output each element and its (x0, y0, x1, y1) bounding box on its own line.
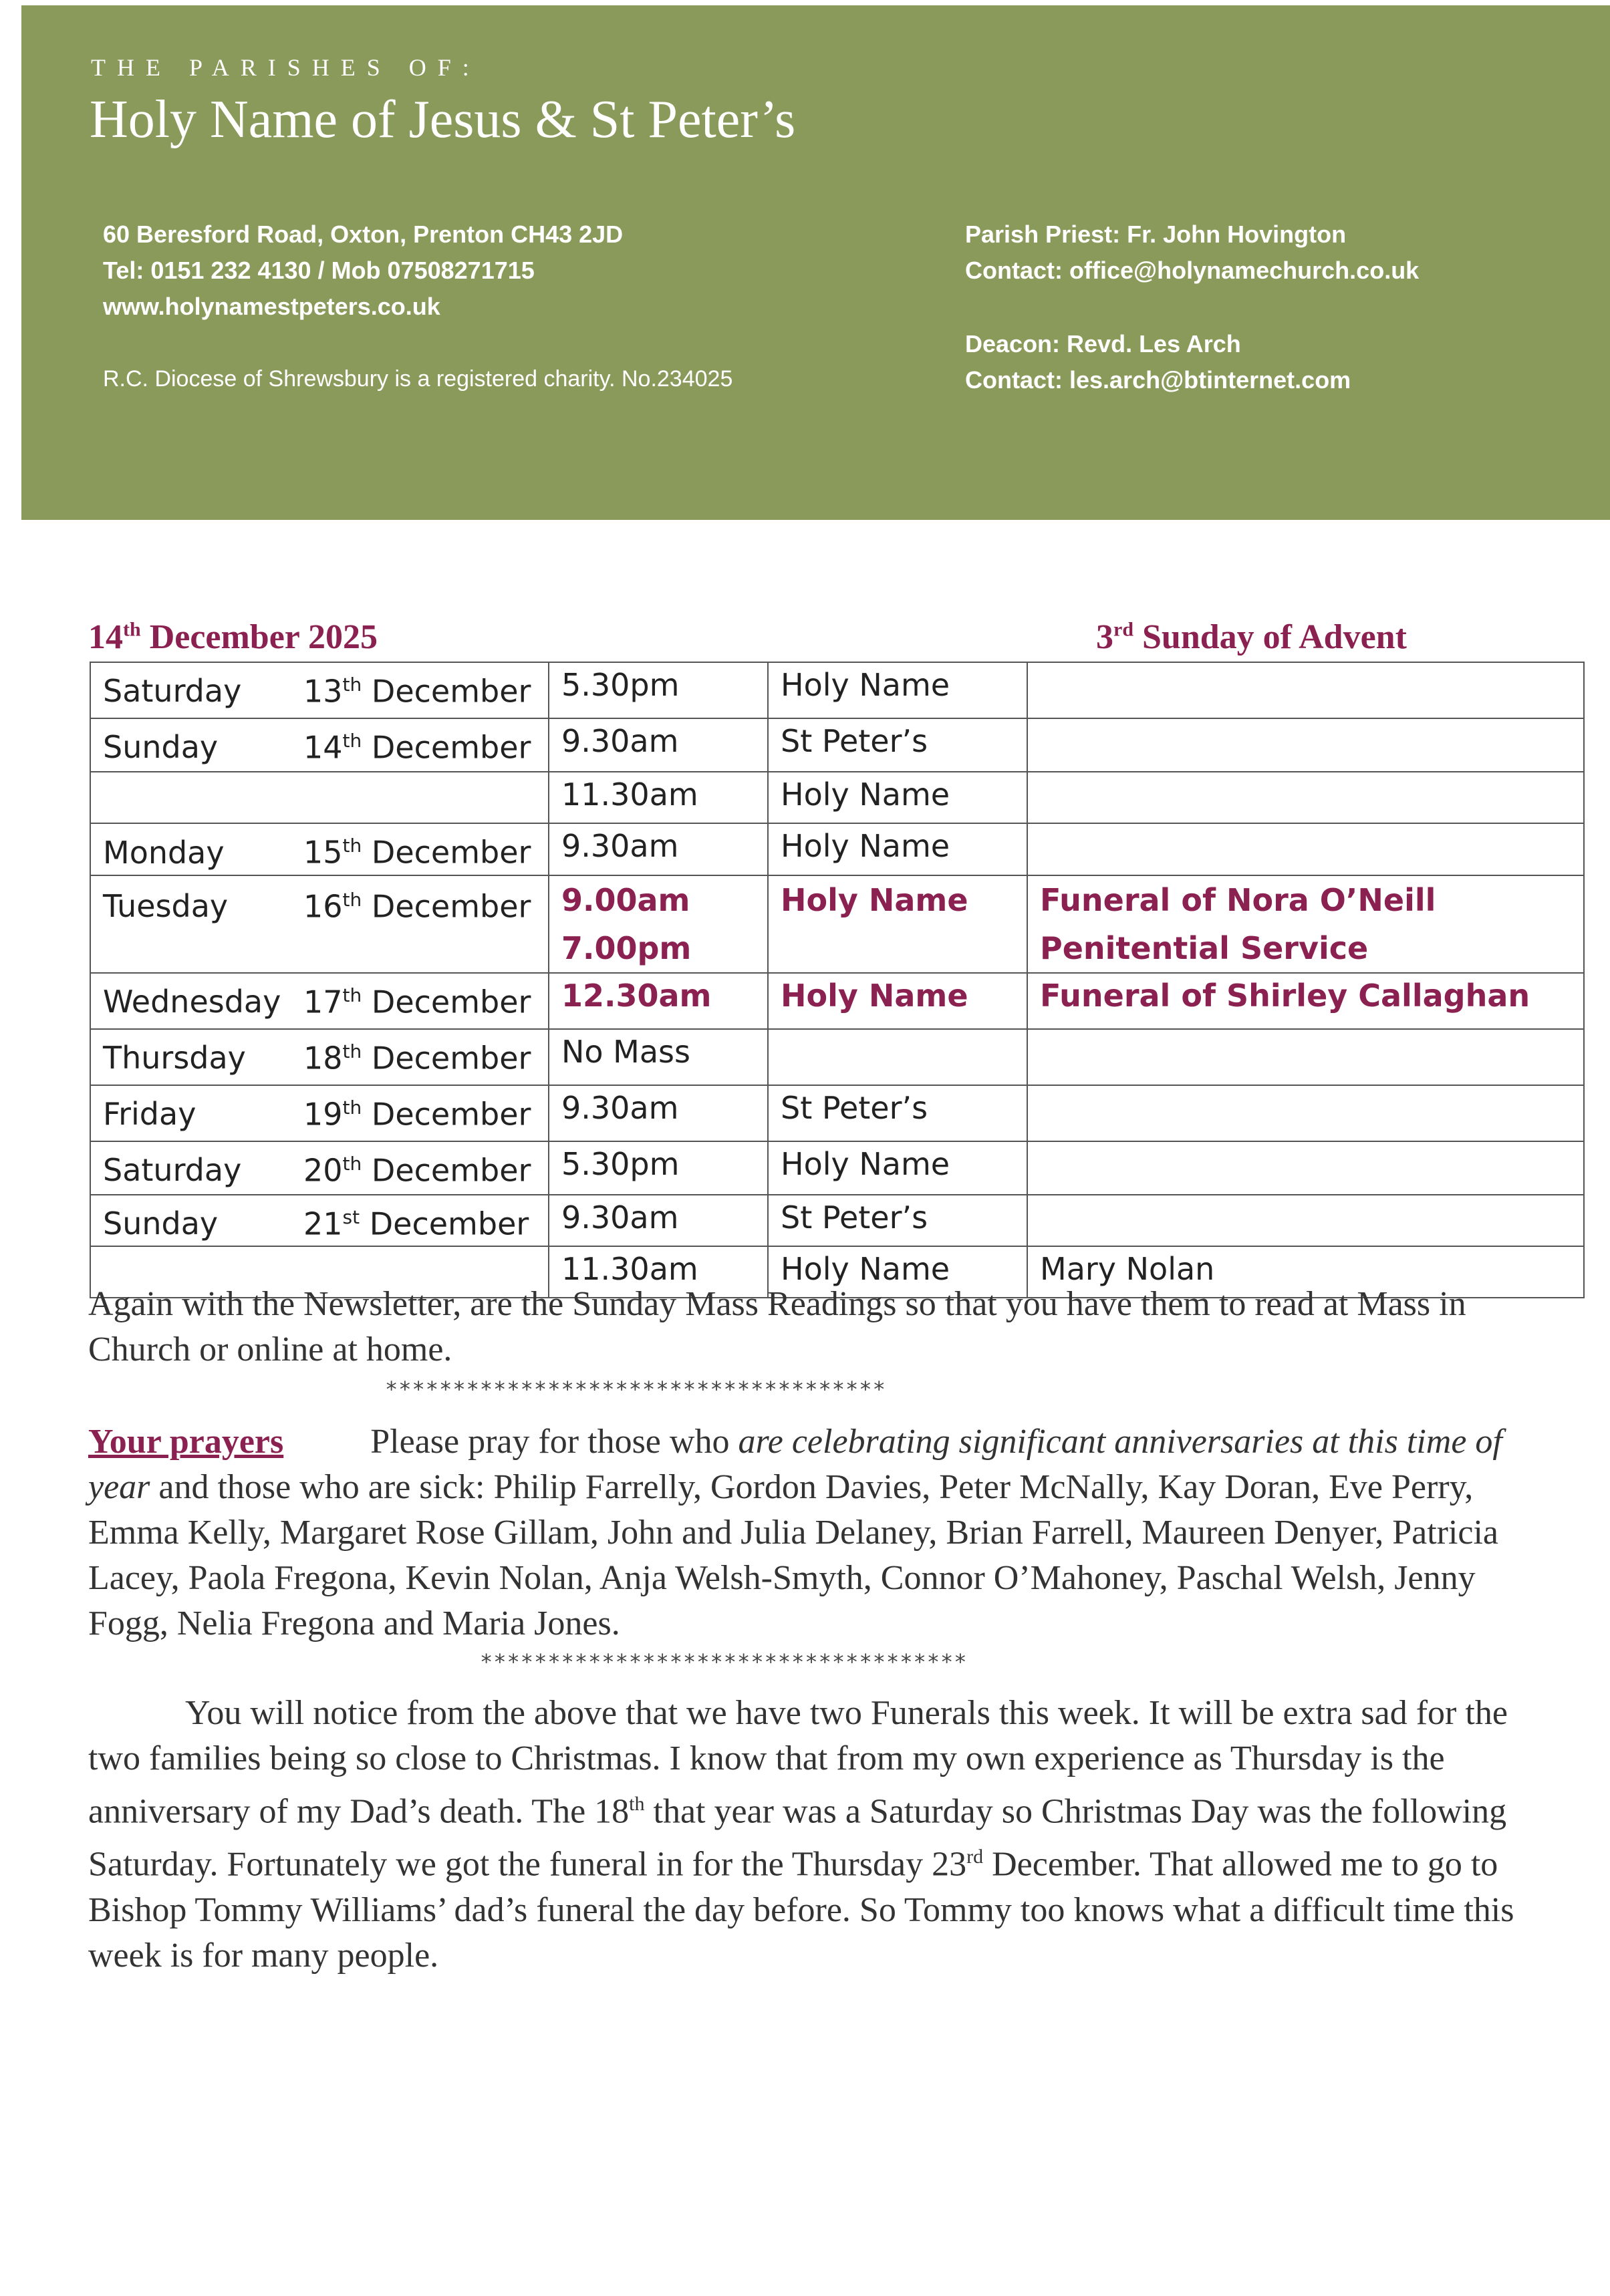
month: December (362, 1039, 531, 1076)
sunday-rest: Sunday of Advent (1133, 618, 1407, 656)
day-number: 16 (303, 887, 343, 924)
letter-part-2: that year was a Saturday so Christmas Day was the following Saturday. Fortunately we got the funeral in for the Thursday 23 (88, 1792, 1507, 1884)
table-row (90, 1195, 1584, 1246)
day-number: 17 (303, 983, 343, 1020)
date-cell (90, 718, 549, 772)
sunday-suffix: rd (1113, 618, 1133, 641)
church-cell: St Peter’s (768, 718, 1027, 772)
day-suffix: th (342, 1152, 362, 1175)
day-name: Wednesday (103, 983, 281, 1020)
note-cell (1027, 662, 1584, 718)
time-cell: 11.30am (549, 1246, 768, 1298)
note-cell (1027, 1141, 1584, 1195)
time-cell: 11.30am (549, 772, 768, 823)
table-row (90, 875, 1584, 973)
date-cell (90, 823, 549, 875)
date-cell (90, 1029, 549, 1085)
time-cell: 12.30am (549, 973, 768, 1029)
note-cell (1027, 1195, 1584, 1246)
table-row (90, 823, 1584, 875)
note-cell: Mary Nolan (1027, 1246, 1584, 1298)
time-cell: 5.30pm (549, 1141, 768, 1195)
date-cell (90, 772, 549, 823)
church-cell: Holy Name (768, 973, 1027, 1029)
day-suffix: th (342, 835, 362, 857)
day-number: 19 (303, 1095, 343, 1132)
table-row (90, 1085, 1584, 1141)
month: December (362, 1151, 531, 1188)
address-line: 60 Beresford Road, Oxton, Prenton CH43 2JD (103, 221, 624, 248)
church-cell: Holy Name (768, 772, 1027, 823)
time-cell: 5.30pm (549, 662, 768, 718)
date-cell (90, 973, 549, 1029)
phone-line: Tel: 0151 232 4130 / Mob 07508271715 (103, 257, 535, 284)
church-cell: Holy Name (768, 662, 1027, 718)
day-number: 15 (303, 834, 343, 871)
day-suffix: th (342, 1096, 362, 1119)
newsletter-date (88, 617, 378, 657)
letter-part-1: You will notice from the above that we have two Funerals this week. It will be extra sad for the two families being so close to Christmas. I know that from my own experience as Thursday is the anniversary of my Dad’s death. The 18 (88, 1694, 1508, 1831)
day-suffix: th (342, 674, 362, 696)
note-cell (1027, 875, 1584, 973)
month: December (362, 983, 531, 1020)
time-cell (549, 875, 768, 973)
time-cell: 9.30am (549, 823, 768, 875)
church-cell: Holy Name (768, 875, 1027, 973)
month: December (360, 1205, 529, 1242)
day-number: 18 (303, 1039, 343, 1076)
priest-contact-link[interactable]: Contact: office@holynamechurch.co.uk (965, 257, 1420, 284)
day-number: 13 (303, 673, 343, 710)
letter-suffix-1: th (629, 1793, 645, 1815)
liturgical-sunday (1096, 617, 1407, 657)
date-cell (90, 1195, 549, 1246)
header-kicker: THE PARISHES OF: (91, 54, 481, 81)
church-cell: Holy Name (768, 1141, 1027, 1195)
church-cell (768, 1029, 1027, 1085)
day-name: Sunday (103, 1205, 219, 1242)
note-second: Penitential Service (1040, 929, 1369, 966)
parish-header-banner (21, 5, 1610, 520)
day-name: Tuesday (103, 887, 229, 924)
time-first: 9.00am (561, 881, 690, 918)
deacon-line: Deacon: Revd. Les Arch (965, 330, 1241, 357)
day-suffix: st (342, 1205, 360, 1228)
day-name: Monday (103, 834, 225, 871)
table-row (90, 718, 1584, 772)
note-cell (1027, 823, 1584, 875)
month: December (362, 834, 531, 871)
time-cell: No Mass (549, 1029, 768, 1085)
prayers-lead: Please pray for those who (370, 1423, 739, 1461)
note-cell (1027, 1085, 1584, 1141)
month: December (362, 887, 531, 924)
readings-note: Again with the Newsletter, are the Sunday Mass Readings so that you have them to read at Mass in Church or online at home. (88, 1285, 1466, 1369)
prayers-names: and those who are sick: Philip Farrelly, Gordon Davies, Peter McNally, Kay Doran, Eve Perry, Emma Kelly, Margaret Rose Gillam, John and Julia Delaney, Brian Farrell, Maureen Denyer, Patricia Lacey, Paola Fregona, Kevin Nolan, Anja Welsh-Smyth, Connor O’Mahoney, Paschal Welsh, Jenny Fogg, Nelia Fregona and Maria Jones. (88, 1468, 1499, 1642)
day-name: Sunday (103, 729, 219, 766)
letter-part-3: December. That allowed me to go to Bishop Tommy Williams’ dad’s funeral the day before. So Tommy too knows what a difficult time this week is for many people. (88, 1845, 1514, 1975)
note-cell (1027, 1029, 1584, 1085)
church-cell: St Peter’s (768, 1085, 1027, 1141)
note-cell: Funeral of Shirley Callaghan (1027, 973, 1584, 1029)
day-suffix: th (342, 888, 362, 911)
separator-stars: ************************************ (480, 1649, 968, 1675)
prayers-paragraph (88, 1419, 1532, 1646)
time-cell: 9.30am (549, 718, 768, 772)
table-row (90, 973, 1584, 1029)
date-day: 14 (88, 618, 123, 656)
date-rest: December 2025 (140, 618, 378, 656)
time-cell: 9.30am (549, 1195, 768, 1246)
table-row (90, 1141, 1584, 1195)
date-cell (90, 662, 549, 718)
prayers-heading: Your prayers (88, 1423, 284, 1461)
date-cell (90, 875, 549, 973)
month: December (362, 1095, 531, 1132)
table-row (90, 772, 1584, 823)
day-name: Saturday (103, 673, 242, 710)
note-cell (1027, 772, 1584, 823)
mass-schedule-table (90, 662, 1585, 1298)
day-name: Friday (103, 1095, 196, 1132)
day-number: 21 (303, 1205, 343, 1242)
table-row (90, 662, 1584, 718)
day-name: Saturday (103, 1151, 242, 1188)
day-suffix: th (342, 730, 362, 752)
day-name: Thursday (103, 1039, 246, 1076)
church-cell: Holy Name (768, 823, 1027, 875)
day-number: 14 (303, 729, 343, 766)
priest-letter (88, 1691, 1532, 1979)
letter-suffix-2: rd (966, 1846, 984, 1868)
note-first: Funeral of Nora O’Neill (1040, 881, 1436, 918)
parish-title: Holy Name of Jesus & St Peter’s (90, 90, 796, 149)
month: December (362, 673, 531, 710)
date-cell (90, 1141, 549, 1195)
note-cell (1027, 718, 1584, 772)
deacon-contact-link[interactable]: Contact: les.arch@btinternet.com (965, 366, 1351, 394)
time-cell: 9.30am (549, 1085, 768, 1141)
church-cell: St Peter’s (768, 1195, 1027, 1246)
church-cell: Holy Name (768, 1246, 1027, 1298)
month: December (362, 729, 531, 766)
date-cell (90, 1085, 549, 1141)
day-number: 20 (303, 1151, 343, 1188)
sunday-number: 3 (1096, 618, 1113, 656)
time-second: 7.00pm (561, 929, 692, 966)
date-suffix: th (123, 618, 141, 641)
priest-line: Parish Priest: Fr. John Hovington (965, 221, 1347, 248)
website-link[interactable]: www.holynamestpeters.co.uk (103, 293, 440, 320)
charity-line: R.C. Diocese of Shrewsbury is a registered charity. No.234025 (103, 366, 733, 392)
table-row (90, 1029, 1584, 1085)
day-suffix: th (342, 1040, 362, 1062)
day-suffix: th (342, 984, 362, 1006)
separator-stars: ************************************* (385, 1377, 886, 1402)
prayers-italic: are celebrating significant anniversaries at this time of year (88, 1423, 1502, 1506)
